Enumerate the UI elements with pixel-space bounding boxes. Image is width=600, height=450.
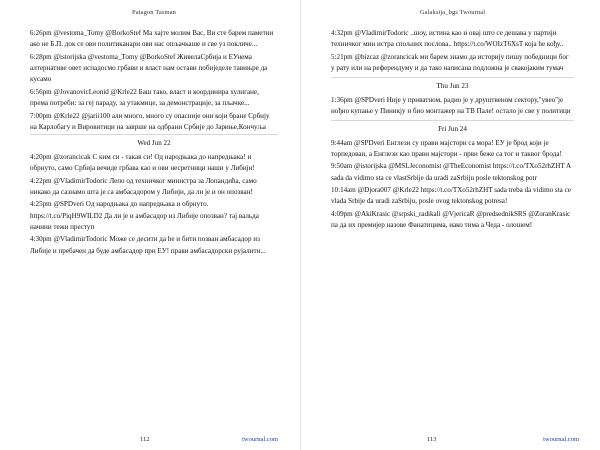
running-header: Patagon Tasman [132, 9, 176, 16]
running-header: Galaksija_bgs Twournal [419, 9, 486, 16]
tweet-entry: 10:14am @Djora007 @Krle22 https://t.co/TXo52rhZHT sada treba da vidimo sta ce vlada Srbije da uradi zaSrbiju, posle ovog tektonskog potresa! [331, 186, 571, 206]
page-body [30, 28, 278, 257]
tweet-entry: 4:20pm @zorancicak С ким си - такав си! Од народњака до напредњака! и обрнуто, само Србија вечиде грбава као и ови несретници наши у Либији! [30, 152, 255, 173]
day-heading: Thu Jun 23 [331, 77, 574, 92]
tweet-entry: 4:25pm @SPDveri Од народњака до напредњака и обрнуто. https://t.co/PiqH9WILD2 Да ли је и амбасадор из Либије опозван? тај вальда начини тежи преступ [30, 200, 259, 231]
tweet-entry: 9:50am @istorijska @MSLJeconomist @TheEconomist https://t.co/TXo52rhZHT A sada da vidimo sta ce vlastSrbije da uradi zaSrbiju posle tektonskog potr [331, 162, 571, 182]
tweet-entry: 1:36pm @SPDveri Није у приватном, радио је у друштвеном сектору,"увео"је нођно купање у Пиникју и био монтажер на ТВ Пале! остало је све у политици [331, 95, 571, 115]
tweet-entry: 4:22pm @VladimirTodoric Лепо од техничког министра за Лопандића, само никако да сазнамо шта је са амбасадором у Либији, да ли је и он опозван! [30, 176, 257, 196]
tweet-entry: 6:56pm @JovanovicLeonid @Krle22 Баш тако, власт и координира хулигане, према потреби: за геј параду, за утакмице, за демонстрације, за пљачке... [30, 87, 259, 108]
right-page [300, 0, 600, 450]
page-number: 113 [427, 436, 437, 443]
footer-site-link[interactable]: twournal.com [242, 436, 278, 443]
tweet-entry: 6:28pm @istorijska @vestoma_Tomy @BorkoStef ЖивелаСрбија и ЕУнема алтернативе овет испадосмо грбави и власт нам остави побиједеле тавињре да кусамо [30, 52, 268, 84]
footer-site-link[interactable]: twournal.com [543, 436, 579, 443]
tweet-entry: 5:21pm @bizcaz @zorancicak ми барем знамо да историју пишу победници бог у рату или на референдуму и да тако написана подложна је свакојаким тумач [331, 52, 569, 73]
page-body [331, 28, 574, 232]
tweet-entry: 7:00pm @Krle22 @jarii100 али много, много су опасније они који бране Србију на Карлобагу и Вировитици на заврше на одбрани Србије до Јариње,Кончуља [30, 111, 270, 131]
page-number: 112 [140, 436, 150, 443]
tweet-entry: 9:44am @SPDveri Енглези су прави мајстори са мора! ЕУ је брод који је торпедован, а Енглези као прави мајстори - први беже са тог и таквог брода! [331, 138, 562, 158]
tweet-entry: 6:26pm @vestoma_Tomy @BorkoStef Ма хајте молим Вас, Ви сте барем паметни ако не Б.П. док се ови политиканари ови нас опљачкаше и све уз покличе... [30, 29, 274, 49]
day-heading: Wed Jun 22 [30, 134, 278, 149]
tweet-entry: 4:09pm @AkiKrasic @srpski_radikali @VjericaR @predsednikSRS @ZoranKrasic па да их премијер назове Фанатицима, иако тима а Чеда - олошем! [331, 209, 571, 230]
tweet-entry: 4:32pm @VladimirTodoric ..шоу, истина као и овај што се дешава у партији техничког мин истра спољних послова.. https://t.co/WOIzT6XsT која he кођу.. [331, 29, 564, 49]
tweet-entry: 4:30pm @VladimirTodoric Може се десити да he и бити позван амбасадор из Либије и пребачен да буде амбасадор при ЕУ! прави амбасадорски рујалити... [30, 235, 266, 255]
day-heading: Fri Jun 24 [331, 120, 574, 135]
